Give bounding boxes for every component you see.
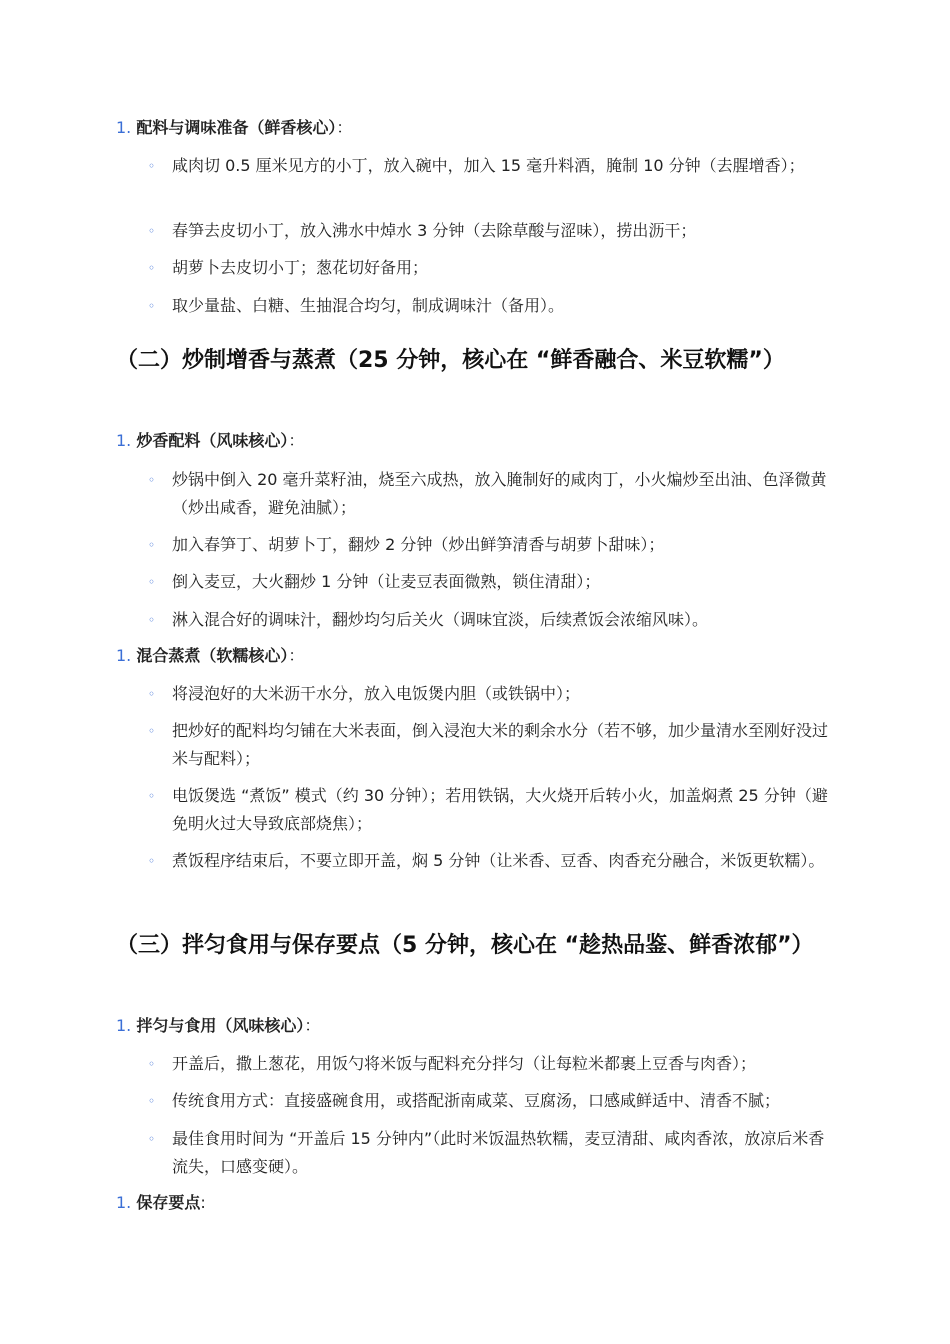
bullet-icon: ◦ xyxy=(148,299,156,313)
sub-item xyxy=(148,466,840,522)
list-item-title: 配料与调味准备（鲜香核心） xyxy=(136,118,337,137)
sub-item-text: 加入春笋丁、胡萝卜丁，翻炒 2 分钟（炒出鲜笋清香与胡萝卜甜味）； xyxy=(172,535,665,554)
bullet-icon: ◦ xyxy=(148,854,156,868)
sub-item-text: 开盖后，撒上葱花，用饭勺将米饭与配料充分拌匀（让每粒米都裹上豆香与肉香）； xyxy=(172,1054,757,1073)
bullet-icon: ◦ xyxy=(148,1057,156,1071)
list-item-mix-steam xyxy=(116,644,304,668)
bullet-icon: ◦ xyxy=(148,159,156,173)
bullet-icon: ◦ xyxy=(148,724,156,738)
sub-item-text: 取少量盐、白糖、生抽混合均匀，制成调味汁（备用）。 xyxy=(172,296,565,315)
section-heading-stir-fry-steam: （二）炒制增香与蒸煮（25 分钟，核心在 “鲜香融合、米豆软糯”） xyxy=(116,348,785,373)
list-item-title: 炒香配料（风味核心） xyxy=(136,431,289,450)
list-number: 1. xyxy=(116,646,132,665)
sub-item-text: 把炒好的配料均匀铺在大米表面，倒入浸泡大米的剩余水分（若不够，加少量清水至刚好没过米与配料）； xyxy=(172,721,829,768)
sub-item xyxy=(148,680,840,708)
bullet-icon: ◦ xyxy=(148,538,156,552)
sub-item-text: 咸肉切 0.5 厘米见方的小丁，放入碗中，加入 15 毫升料酒，腌制 10 分钟（去腥增香）； xyxy=(172,156,805,175)
list-item-colon: ： xyxy=(304,1016,321,1035)
sub-item-text: 倒入麦豆，大火翻炒 1 分钟（让麦豆表面微熟，锁住清甜）； xyxy=(172,572,601,591)
bullet-icon: ◦ xyxy=(148,224,156,238)
list-item-ingredients-prep xyxy=(116,116,352,140)
sub-item-text: 煮饭程序结束后，不要立即开盖，焖 5 分钟（让米香、豆香、肉香充分融合，米饭更软糯）。 xyxy=(172,851,825,870)
sub-item xyxy=(148,568,840,596)
sub-item xyxy=(148,847,840,875)
sub-item xyxy=(148,217,840,245)
list-item-colon: : xyxy=(200,1193,206,1212)
sub-item-text: 将浸泡好的大米沥干水分，放入电饭煲内胆（或铁锅中）； xyxy=(172,684,581,703)
sub-item-text: 电饭煲选 “煮饭” 模式（约 30 分钟）；若用铁锅，大火烧开后转小火，加盖焖煮 25 分钟（避免明火过大导致底部烧焦）； xyxy=(172,786,828,833)
sub-item xyxy=(148,1050,840,1078)
list-item-title: 拌匀与食用（风味核心） xyxy=(136,1016,305,1035)
bullet-icon: ◦ xyxy=(148,575,156,589)
sub-item xyxy=(148,254,840,282)
list-number: 1. xyxy=(116,1193,132,1212)
sub-item-text: 春笋去皮切小丁，放入沸水中焯水 3 分钟（去除草酸与涩味），捞出沥干； xyxy=(172,221,697,240)
list-item-storage xyxy=(116,1191,206,1215)
bullet-icon: ◦ xyxy=(148,789,156,803)
list-number: 1. xyxy=(116,431,132,450)
sub-item xyxy=(148,717,840,773)
list-number: 1. xyxy=(116,1016,132,1035)
bullet-icon: ◦ xyxy=(148,1094,156,1108)
list-item-title: 混合蒸煮（软糯核心） xyxy=(136,646,289,665)
sub-item xyxy=(148,531,840,559)
list-item-mix-eat xyxy=(116,1014,320,1038)
bullet-icon: ◦ xyxy=(148,687,156,701)
list-number: 1. xyxy=(116,118,132,137)
section-heading-mix-serve: （三）拌匀食用与保存要点（5 分钟，核心在 “趁热品鉴、鲜香浓郁”） xyxy=(116,933,814,958)
bullet-icon: ◦ xyxy=(148,261,156,275)
list-item-title: 保存要点 xyxy=(136,1193,201,1212)
bullet-icon: ◦ xyxy=(148,473,156,487)
list-item-colon: ： xyxy=(288,646,305,665)
sub-item xyxy=(148,152,840,180)
sub-item-text: 胡萝卜去皮切小丁；葱花切好备用； xyxy=(172,258,429,277)
sub-item-text: 最佳食用时间为 “开盖后 15 分钟内”（此时米饭温热软糯，麦豆清甜、咸肉香浓，放凉后米香流失，口感变硬）。 xyxy=(172,1129,825,1176)
sub-item-text: 炒锅中倒入 20 毫升菜籽油，烧至六成热，放入腌制好的咸肉丁，小火煸炒至出油、色泽微黄（炒出咸香，避免油腻）； xyxy=(172,470,827,517)
list-item-stir-fry xyxy=(116,429,304,453)
sub-item xyxy=(148,1087,840,1115)
sub-item-text: 淋入混合好的调味汁，翻炒均匀后关火（调味宜淡，后续煮饭会浓缩风味）。 xyxy=(172,610,709,629)
sub-item xyxy=(148,1125,840,1181)
bullet-icon: ◦ xyxy=(148,1132,156,1146)
list-item-colon: ： xyxy=(288,431,305,450)
bullet-icon: ◦ xyxy=(148,613,156,627)
sub-item xyxy=(148,292,840,320)
sub-item-text: 传统食用方式：直接盛碗食用，或搭配浙南咸菜、豆腐汤，口感咸鲜适中、清香不腻； xyxy=(172,1091,781,1110)
sub-item xyxy=(148,606,840,634)
list-item-colon: ： xyxy=(336,118,353,137)
sub-item xyxy=(148,782,840,838)
